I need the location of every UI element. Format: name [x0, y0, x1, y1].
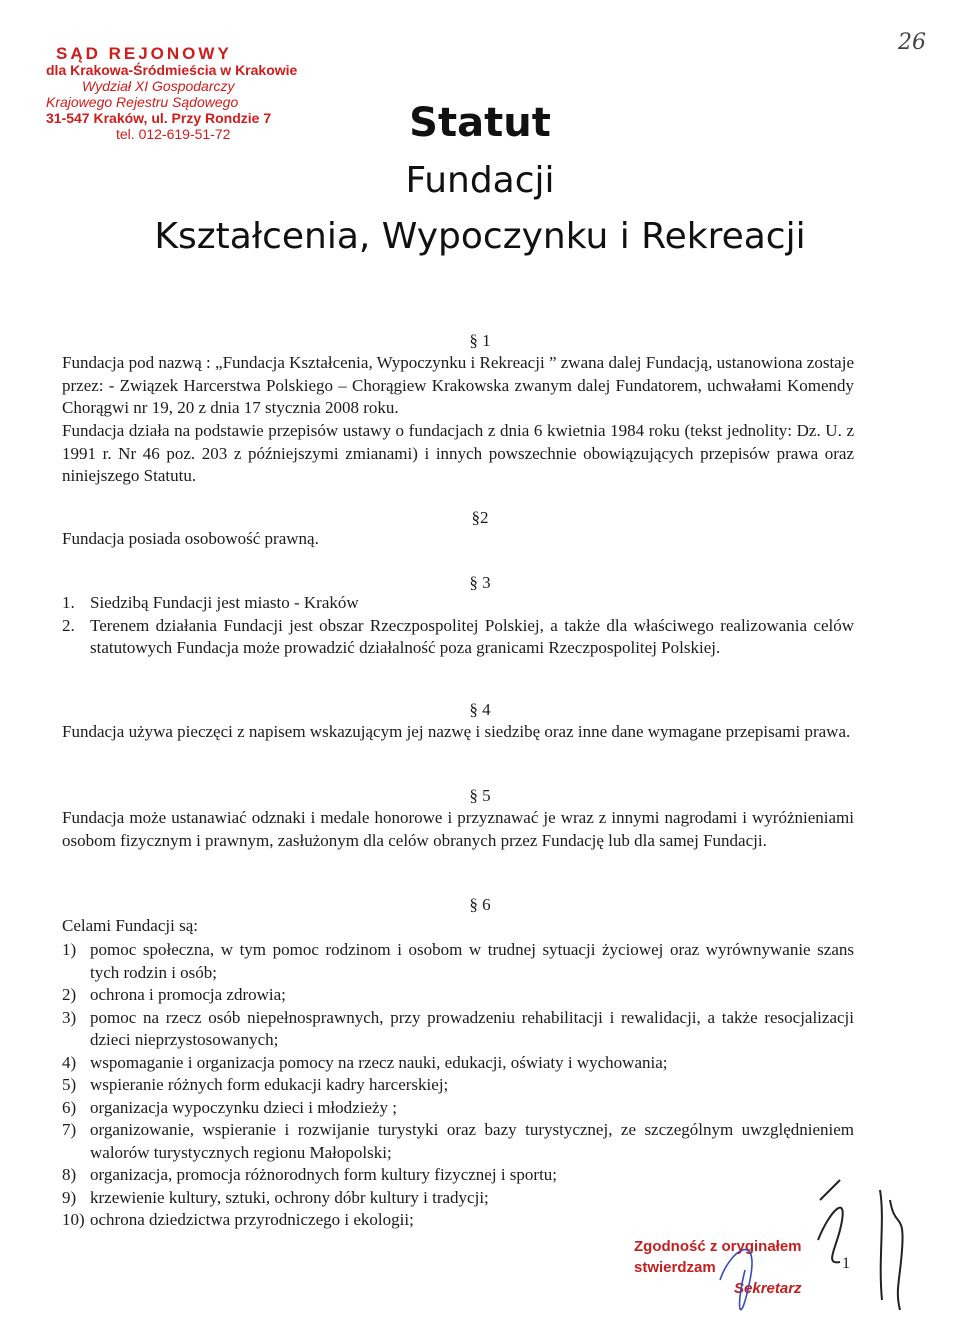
stamp-line-5: 31-547 Kraków, ul. Przy Rondzie 7: [46, 110, 272, 126]
item-text: Terenem działania Fundacji jest obszar Rzeczpospolitej Polskiej, a także dla właściwego realizowania celów statutowych Fundacja może prowadzić działalność poza granicami Rzeczpospolitej Polskiej.: [90, 615, 854, 657]
item-text: organizowanie, wspieranie i rozwijanie turystyki oraz bazy turystycznej, ze szczególnym uwzględnieniem walorów turystycznych regionu Małopolski;: [90, 1120, 854, 1162]
item-text: pomoc społeczna, w tym pomoc rodzinom i osobom w trudnej sytuacji życiowej oraz wyrównywanie szans tych rodzin i osób;: [90, 940, 854, 982]
section-5-heading: § 5: [469, 786, 491, 805]
list-item: [62, 615, 854, 660]
item-number: 2): [62, 985, 77, 1004]
handwritten-page-number: 26: [898, 30, 926, 55]
section-6-intro: Celami Fundacji są:: [62, 916, 198, 935]
title-foundation-name: Kształcenia, Wypoczynku i Rekreacji: [154, 216, 806, 257]
section-5-text: Fundacja może ustanawiać odznaki i medale honorowe i przyznawać je wraz z innymi nagrodami i wyróżnieniami osobom fizycznym i prawnym, zasłużonym dla celów obranych przez Fundację lub dla samej Fundacji.: [62, 808, 854, 850]
section-4-heading: § 4: [469, 700, 491, 719]
item-number: 2.: [62, 615, 75, 635]
item-text: ochrona dziedzictwa przyrodniczego i ekologii;: [90, 1210, 414, 1229]
item-number: 9): [62, 1187, 77, 1207]
list-item: [62, 1097, 854, 1120]
section-1-paragraph-1: Fundacja pod nazwą : „Fundacja Kształcenia, Wypoczynku i Rekreacji ” zwana dalej Fundacją, ustanowiona zostaje przez: - Związek Harcerstwa Polskiego – Chorągiew Krakowska zwanym dalej Fundatorem, uchwałami Komendy Chorągwi nr 19, 20 z dnia 17 stycznia 2008 roku.: [62, 353, 854, 417]
list-item: [62, 984, 854, 1007]
item-text: wspieranie różnych form edukacji kadry harcerskiej;: [90, 1075, 449, 1094]
title-fundacji: Fundacji: [405, 160, 555, 201]
list-item: [62, 1119, 854, 1164]
section-2-text: Fundacja posiada osobowość prawną.: [62, 529, 319, 548]
item-text: pomoc na rzecz osób niepełnosprawnych, przy prowadzeniu rehabilitacji i rewalidacji, a także resocjalizacji dzieci nieprzystosowanych;: [90, 1007, 854, 1049]
list-item: [62, 1074, 854, 1097]
certification-line-1: Zgodność z oryginałem: [634, 1238, 802, 1255]
stamp-line-3: Wydział XI Gospodarczy: [82, 78, 235, 94]
signature-scribbles: [690, 1170, 930, 1320]
stamp-line-4: Krajowego Rejestru Sądowego: [46, 94, 239, 110]
certification-line-2: stwierdzam: [634, 1259, 716, 1276]
item-text: wspomaganie i organizacja pomocy na rzecz nauki, edukacji, oświaty i wychowania;: [90, 1052, 668, 1072]
item-text: organizacja, promocja różnorodnych form kultury fizycznej i sportu;: [90, 1165, 558, 1184]
stamp-line-1: SĄD REJONOWY: [56, 44, 232, 63]
list-item: [62, 1052, 854, 1075]
section-6-heading: § 6: [469, 895, 491, 914]
stamp-line-6: tel. 012-619-51-72: [116, 126, 231, 142]
item-number: 8): [62, 1165, 77, 1184]
page-number: 1: [842, 1255, 850, 1272]
item-number: 3): [62, 1007, 77, 1027]
item-number: 5): [62, 1075, 77, 1094]
item-number: 7): [62, 1120, 77, 1139]
list-item: [62, 1007, 854, 1052]
section-1-paragraph-2: Fundacja działa na podstawie przepisów ustawy o fundacjach z dnia 6 kwietnia 1984 roku (tekst jednolity: Dz. U. z 1991 r. Nr 46 poz. 203 z późniejszymi zmianami) i innych powszechnie obowiązujących przepisów prawa oraz niniejszego Statutu.: [62, 421, 854, 485]
item-number: 10): [62, 1210, 85, 1229]
list-item: [62, 939, 854, 984]
item-text: Siedzibą Fundacji jest miasto - Kraków: [90, 593, 359, 612]
list-item: [62, 592, 854, 615]
section-4-text: Fundacja używa pieczęci z napisem wskazującym jej nazwę i siedzibę oraz inne dane wymagane przepisami prawa.: [62, 722, 851, 741]
section-3-heading: § 3: [469, 573, 491, 592]
certification-line-3: Sekretarz: [734, 1280, 802, 1297]
section-2-heading: §2: [471, 508, 489, 527]
item-number: 4): [62, 1052, 77, 1072]
section-3-list: [62, 592, 854, 660]
stamp-line-2: dla Krakowa-Śródmieścia w Krakowie: [46, 62, 298, 78]
title-statut: Statut: [409, 100, 551, 146]
item-text: krzewienie kultury, sztuki, ochrony dóbr kultury i tradycji;: [90, 1187, 489, 1207]
item-number: 6): [62, 1097, 77, 1117]
item-number: 1.: [62, 593, 75, 612]
item-text: organizacja wypoczynku dzieci i młodzieży ;: [90, 1097, 397, 1117]
item-text: ochrona i promocja zdrowia;: [90, 985, 286, 1004]
item-number: 1): [62, 940, 77, 959]
section-1-heading: § 1: [469, 331, 491, 350]
